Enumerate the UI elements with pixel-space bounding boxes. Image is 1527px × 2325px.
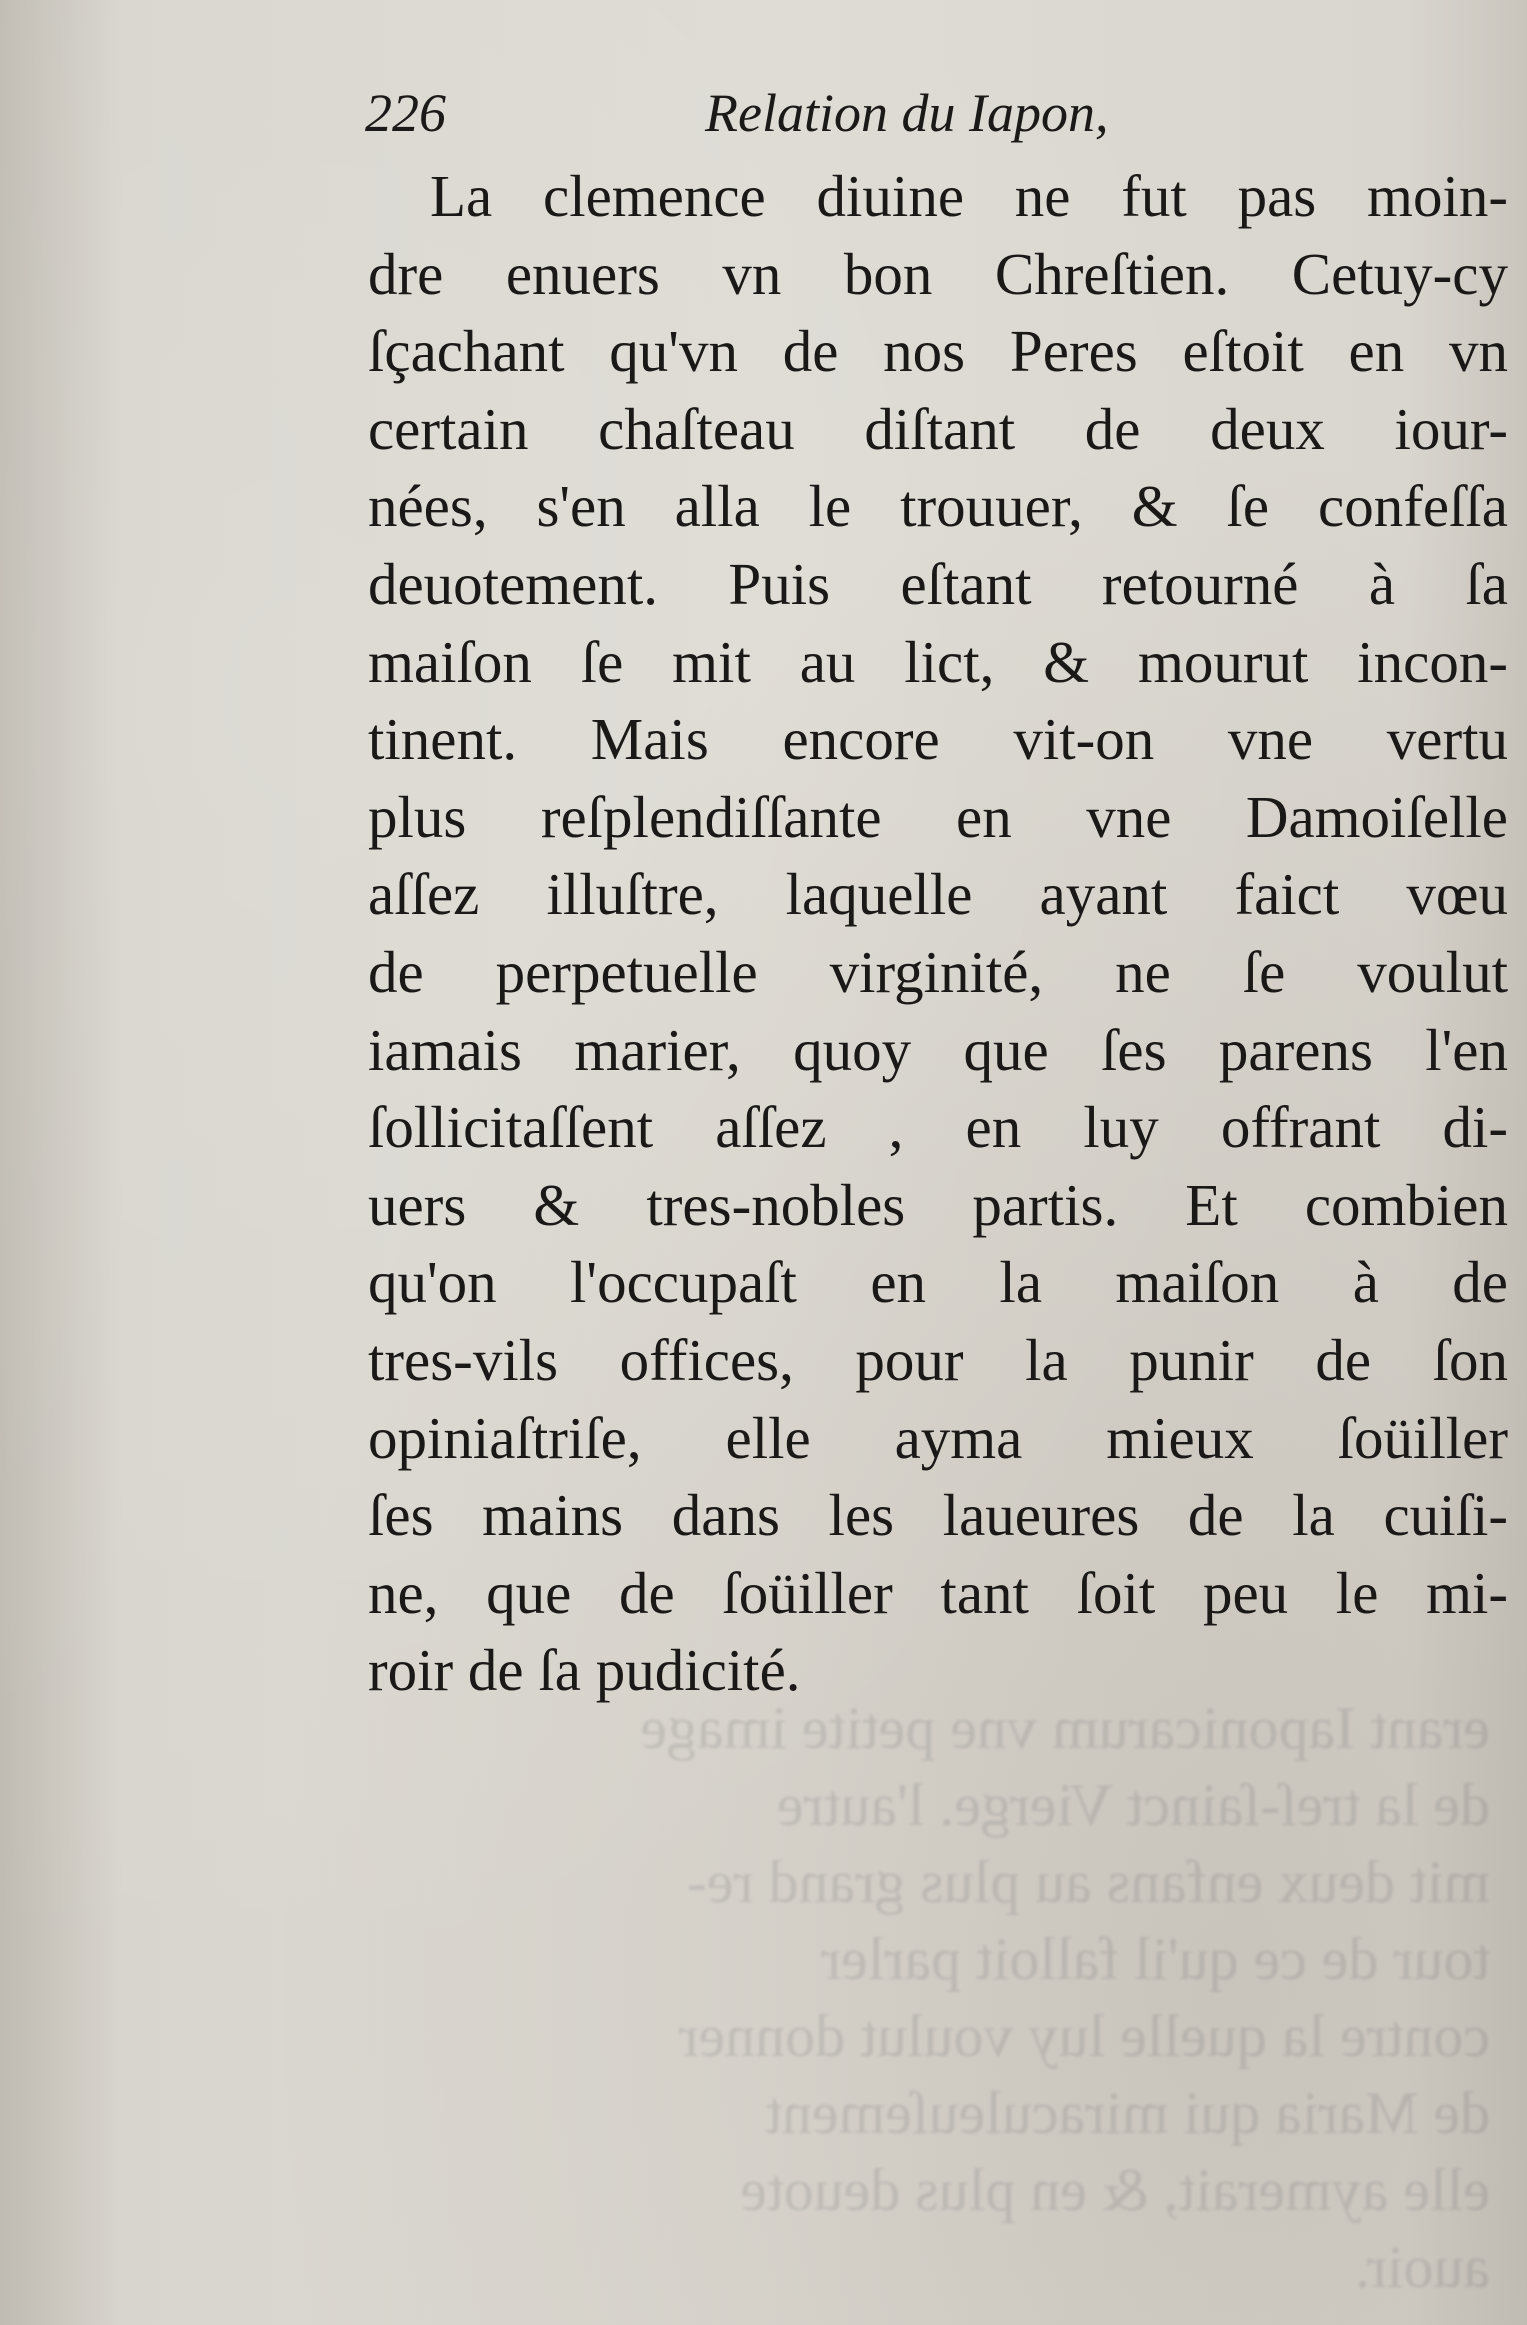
running-title: Relation du Iapon, (705, 83, 1109, 143)
text-line: qu'on l'occupaſt en la maiſon à de (368, 1249, 1508, 1316)
text-line: dre enuers vn bon Chreſtien. Cetuy-cy (368, 240, 1508, 307)
text-line: roir de ſa pudicité. (368, 1637, 801, 1704)
text-line: maiſon ſe mit au lict, & mourut incon- (368, 628, 1508, 695)
text-line: ſes mains dans les laueures de la cuiſi- (368, 1482, 1508, 1549)
text-line: deuotement. Puis eſtant retourné à ſa (368, 550, 1508, 617)
text-line: certain chaſteau diſtant de deux iour- (368, 395, 1508, 462)
body-text (368, 158, 1508, 1710)
text-line: ſçachant qu'vn de nos Peres eſtoit en vn (368, 318, 1508, 385)
text-line: La clemence diuine ne fut pas moin- (430, 163, 1508, 229)
text-line: ne, que de ſoüiller tant ſoit peu le mi- (368, 1559, 1508, 1626)
text-line: plus reſplendiſſante en vne Damoiſelle (368, 783, 1508, 850)
text-line: nées, s'en alla le trouuer, & ſe confeſſa (368, 473, 1508, 540)
text-line: opiniaſtriſe, elle ayma mieux ſoüiller (368, 1404, 1508, 1471)
page-number: 226 (365, 83, 446, 143)
show-through-text: erant Iaponicarum vne petite image de la treſ-ſainct Vierge. l'autre mit deux enfans au plus grand re- tour de ce qu'il falloit parler contre la quelle luy voulut donner de Maria qui miraculeuſement elle aymerait, & en plus deuote auoir. (640, 1695, 1490, 2290)
text-line: tres-vils offices, pour la punir de ſon (368, 1326, 1508, 1393)
text-line: aſſez illuſtre, laquelle ayant faict vœu (368, 861, 1508, 928)
text-line: iamais marier, quoy que ſes parens l'en (368, 1016, 1508, 1083)
running-header (365, 82, 1515, 152)
text-line: de perpetuelle virginité, ne ſe voulut (368, 938, 1508, 1005)
text-line: uers & tres-nobles partis. Et combien (368, 1171, 1508, 1238)
text-line: ſollicitaſſent aſſez , en luy offrant di- (368, 1094, 1508, 1161)
text-line: tinent. Mais encore vit-on vne vertu (368, 706, 1508, 773)
